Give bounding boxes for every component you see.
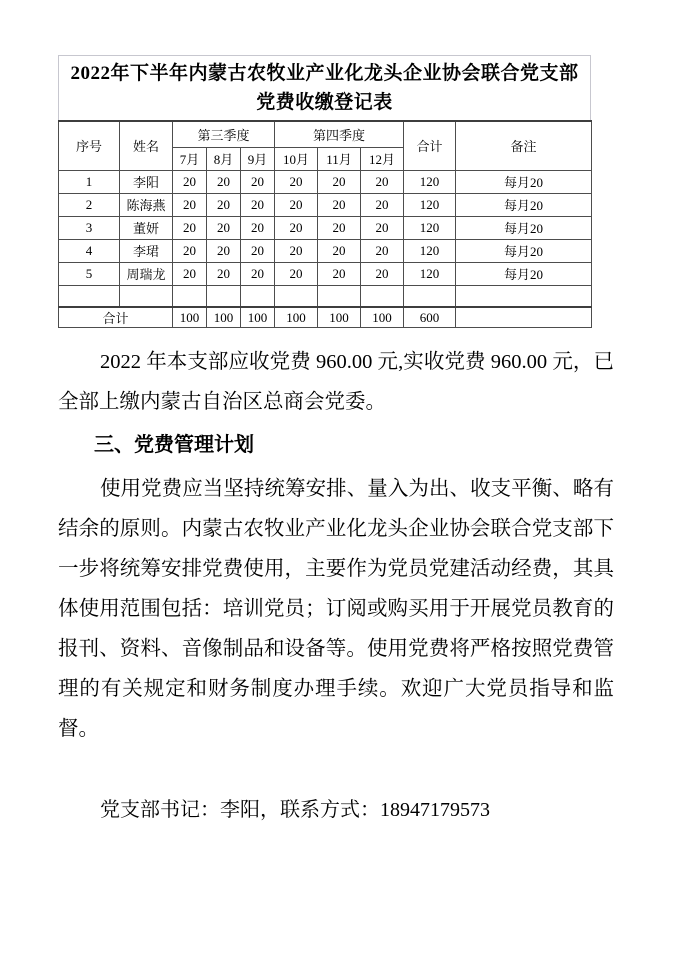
col-header-note: 备注	[456, 121, 592, 170]
cell-note: 每月20	[456, 239, 592, 262]
summary-value: 100	[207, 307, 241, 328]
cell-name: 李珺	[120, 239, 173, 262]
table-row	[59, 239, 592, 262]
col-header-name: 姓名	[120, 121, 173, 170]
col-header-index: 序号	[59, 121, 120, 170]
cell-total: 120	[404, 239, 456, 262]
cell-total: 120	[404, 216, 456, 239]
cell-value: 20	[361, 170, 404, 193]
section-heading-fee-management-plan: 三、党费管理计划	[94, 434, 254, 456]
cell-value: 20	[173, 262, 207, 285]
cell-value: 20	[241, 170, 275, 193]
col-header-total: 合计	[404, 121, 456, 170]
cell-value: 20	[275, 262, 318, 285]
cell-value: 20	[173, 193, 207, 216]
cell-value: 20	[318, 239, 361, 262]
cell-empty	[59, 285, 120, 307]
closing-contact-line: 党支部书记：李阳，联系方式：18947179573	[100, 799, 490, 821]
cell-value: 20	[318, 193, 361, 216]
cell-index: 3	[59, 216, 120, 239]
cell-total: 120	[404, 262, 456, 285]
cell-index: 4	[59, 239, 120, 262]
cell-name: 董妍	[120, 216, 173, 239]
cell-empty	[404, 285, 456, 307]
summary-value: 100	[318, 307, 361, 328]
cell-total: 120	[404, 170, 456, 193]
cell-value: 20	[207, 216, 241, 239]
cell-empty	[275, 285, 318, 307]
table-row	[59, 216, 592, 239]
cell-empty	[361, 285, 404, 307]
col-header-month-nov: 11月	[318, 147, 361, 170]
cell-value: 20	[361, 193, 404, 216]
cell-value: 20	[241, 262, 275, 285]
cell-value: 20	[173, 216, 207, 239]
cell-index: 5	[59, 262, 120, 285]
cell-index: 2	[59, 193, 120, 216]
cell-value: 20	[207, 193, 241, 216]
col-header-month-dec: 12月	[361, 147, 404, 170]
cell-value: 20	[275, 239, 318, 262]
cell-empty	[241, 285, 275, 307]
document-content	[58, 55, 614, 825]
summary-value: 100	[361, 307, 404, 328]
summary-value: 100	[275, 307, 318, 328]
cell-name: 周瑞龙	[120, 262, 173, 285]
cell-value: 20	[241, 193, 275, 216]
col-header-month-oct: 10月	[275, 147, 318, 170]
empty-row	[59, 285, 592, 307]
cell-name: 李阳	[120, 170, 173, 193]
cell-empty	[456, 285, 592, 307]
cell-value: 20	[318, 262, 361, 285]
col-header-quarter3: 第三季度	[173, 121, 275, 147]
table-title	[58, 55, 591, 120]
summary-label: 合计	[59, 307, 173, 328]
cell-name: 陈海燕	[120, 193, 173, 216]
header-row-quarters	[59, 121, 592, 147]
cell-value: 20	[361, 216, 404, 239]
cell-value: 20	[275, 216, 318, 239]
table-title-line2: 党费收缴登记表	[256, 92, 393, 113]
paragraph-fee-usage: 使用党费应当坚持统筹安排、量入为出、收支平衡、略有结余的原则。内蒙古农牧业产业化龙头企业协会联合党支部下一步将统筹安排党费使用，主要作为党员党建活动经费，其具体使用范围包括：培训党员；订阅或购买用于开展党员教育的报刊、资料、音像制品和设备等。使用党费将严格按照党费管理的有关规定和财务制度办理手续。欢迎广大党员指导和监督。	[58, 478, 614, 740]
cell-value: 20	[207, 239, 241, 262]
cell-note: 每月20	[456, 216, 592, 239]
cell-empty	[173, 285, 207, 307]
fee-register-table	[58, 120, 592, 328]
cell-value: 20	[241, 239, 275, 262]
table-row	[59, 193, 592, 216]
cell-total: 120	[404, 193, 456, 216]
cell-empty	[207, 285, 241, 307]
summary-row	[59, 307, 592, 328]
cell-index: 1	[59, 170, 120, 193]
col-header-month-aug: 8月	[207, 147, 241, 170]
col-header-month-jul: 7月	[173, 147, 207, 170]
cell-value: 20	[173, 239, 207, 262]
col-header-month-sep: 9月	[241, 147, 275, 170]
summary-total: 600	[404, 307, 456, 328]
cell-value: 20	[173, 170, 207, 193]
col-header-quarter4: 第四季度	[275, 121, 404, 147]
cell-value: 20	[318, 216, 361, 239]
cell-value: 20	[207, 262, 241, 285]
cell-empty	[318, 285, 361, 307]
cell-empty	[120, 285, 173, 307]
table-row	[59, 262, 592, 285]
cell-value: 20	[318, 170, 361, 193]
cell-value: 20	[361, 262, 404, 285]
table-title-line1: 2022年下半年内蒙古农牧业产业化龙头企业协会联合党支部	[70, 62, 579, 84]
cell-value: 20	[241, 216, 275, 239]
cell-value: 20	[275, 193, 318, 216]
cell-note: 每月20	[456, 193, 592, 216]
cell-value: 20	[207, 170, 241, 193]
summary-value: 100	[241, 307, 275, 328]
table-row	[59, 170, 592, 193]
cell-note: 每月20	[456, 262, 592, 285]
summary-value: 100	[173, 307, 207, 328]
fee-register-sheet	[58, 55, 591, 328]
cell-value: 20	[361, 239, 404, 262]
cell-value: 20	[275, 170, 318, 193]
paragraph-fee-summary: 2022 年本支部应收党费 960.00 元,实收党费 960.00 元，已全部上缴内蒙古自治区总商会党委。	[58, 351, 614, 413]
summary-note	[456, 307, 592, 328]
cell-note: 每月20	[456, 170, 592, 193]
